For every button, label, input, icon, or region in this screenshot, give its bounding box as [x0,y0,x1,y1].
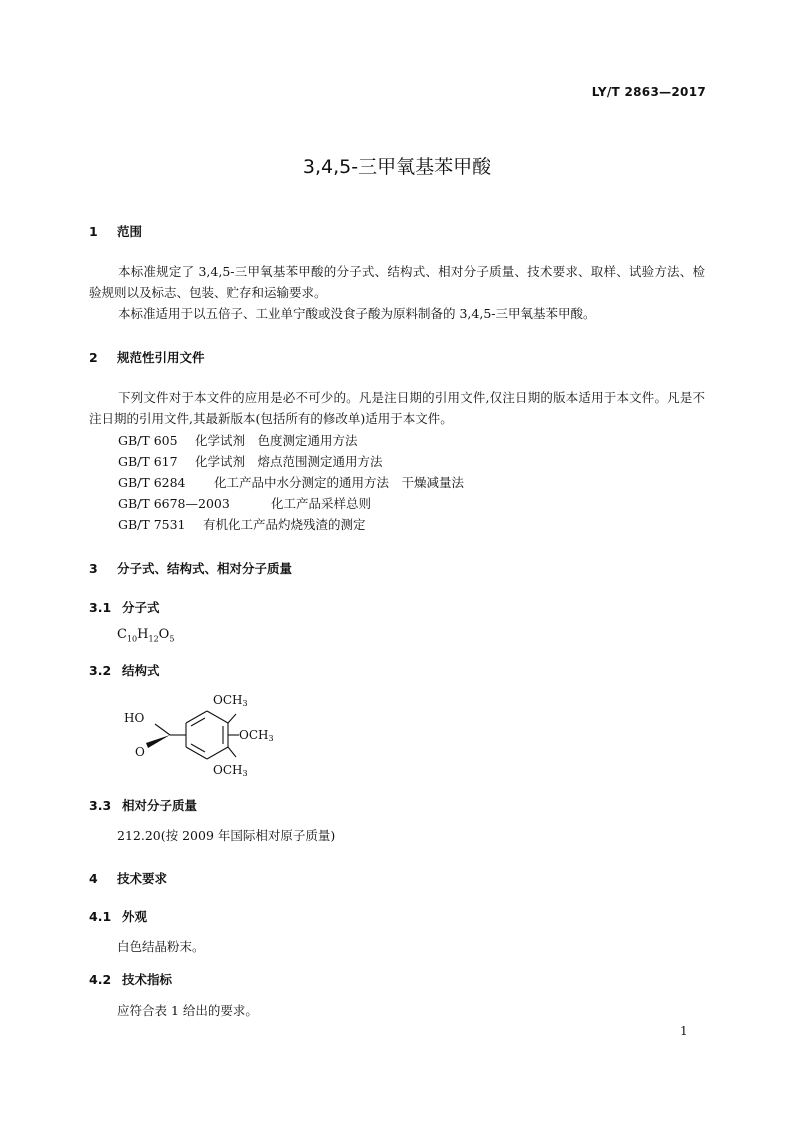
reference-code: GB/T 6284 [118,475,186,490]
molecular-mass-value: 212.20(按 2009 年国际相对原子质量) [117,828,336,843]
section-3-3-number: 3.3 [89,798,112,813]
och3-mid-label: OCH [239,728,269,742]
reference-title: 化工产品中水分测定的通用方法 干燥减量法 [214,475,465,490]
svg-text:OCH3 [213,693,248,708]
standard-code: LY/T 2863—2017 [591,85,706,99]
reference-code: GB/T 605 [118,433,178,448]
section-1-paragraph-1: 本标准规定了 3,4,5-三甲氧基苯甲酸的分子式、结构式、相对分子质量、技术要求、取样、试验方法、检验规则以及标志、包装、贮存和运输要求。 [89,264,705,300]
page-number: 1 [680,1024,688,1038]
section-3-1-heading [89,598,160,616]
section-4-1-number: 4.1 [89,909,112,924]
section-3-1-number: 3.1 [89,600,112,615]
section-4-2-title: 技术指标 [122,972,173,987]
section-4-heading [89,869,167,887]
section-3-2-title: 结构式 [122,663,160,678]
och3-top-label: OCH [213,693,243,707]
svg-text:OCH3 [213,763,248,778]
section-3-2-number: 3.2 [89,663,112,678]
section-3-title: 分子式、结构式、相对分子质量 [117,561,293,576]
methoxy-bond-top [228,714,236,723]
section-4-title: 技术要求 [117,871,168,886]
hydroxyl-label: HO [124,711,145,725]
ring-bond [207,747,228,759]
reference-item [118,494,371,512]
appearance-text: 白色结晶粉末。 [117,939,205,954]
och3-bottom-subscript: 3 [242,769,248,778]
formula-hydrogen: H [137,627,149,642]
section-2-title: 规范性引用文件 [117,350,205,365]
carbonyl-oxygen-label: O [135,745,145,759]
section-1-heading [89,222,142,240]
technical-index-text: 应符合表 1 给出的要求。 [117,1003,258,1018]
och3-bottom-label: OCH [213,763,243,777]
formula-hydrogen-count: 12 [148,634,159,644]
ring-bond [186,747,207,759]
section-4-2-number: 4.2 [89,972,112,987]
hydroxyl-bond [155,724,170,735]
och3-mid-subscript: 3 [268,734,274,743]
section-3-3-heading [89,796,197,814]
reference-code: GB/T 6678—2003 [118,496,230,511]
methoxy-bond-bottom [228,747,236,757]
section-2-number: 2 [89,350,98,365]
section-1-title: 范围 [117,224,143,239]
reference-title: 化学试剂 色度测定通用方法 [195,433,358,448]
section-2-paragraph-1: 下列文件对于本文件的应用是必不可少的。凡是注日期的引用文件,仅注日期的版本适用于本文件。凡是不注日期的引用文件,其最新版本(包括所有的修改单)适用于本文件。 [89,390,705,426]
och3-top-subscript: 3 [242,699,248,708]
section-3-1-title: 分子式 [122,600,160,615]
section-3-2-heading [89,661,160,679]
reference-item [118,515,366,533]
reference-title: 化学试剂 熔点范围测定通用方法 [195,454,383,469]
carbonyl-wedge-bond [146,735,170,748]
ring-bond [207,711,228,723]
formula-carbon: C [117,627,127,642]
formula-carbon-count: 10 [126,634,138,644]
ring-bond [186,711,207,723]
reference-item [118,473,464,491]
section-1-number: 1 [89,224,98,239]
section-3-3-title: 相对分子质量 [122,798,198,813]
section-3-heading [89,559,292,577]
structural-formula [115,688,285,783]
reference-title: 有机化工产品灼烧残渣的测定 [203,517,366,532]
section-4-1-heading [89,907,147,925]
formula-oxygen-count: 5 [169,634,175,644]
section-3-number: 3 [89,561,98,576]
molecular-formula [117,627,174,644]
reference-item [118,452,383,470]
svg-text:OCH3 [239,728,274,743]
reference-title: 化工产品采样总则 [271,496,372,511]
reference-item [118,431,358,449]
section-1-paragraph-2: 本标准适用于以五倍子、工业单宁酸或没食子酸为原料制备的 3,4,5-三甲氧基苯甲酸。 [118,306,596,321]
reference-code: GB/T 617 [118,454,178,469]
section-2-heading [89,348,205,366]
section-4-2-heading [89,970,172,988]
reference-code: GB/T 7531 [118,517,186,532]
section-4-1-title: 外观 [122,909,148,924]
section-4-number: 4 [89,871,98,886]
formula-oxygen: O [158,627,170,642]
document-title: 3,4,5-三甲氧基苯甲酸 [302,156,492,178]
